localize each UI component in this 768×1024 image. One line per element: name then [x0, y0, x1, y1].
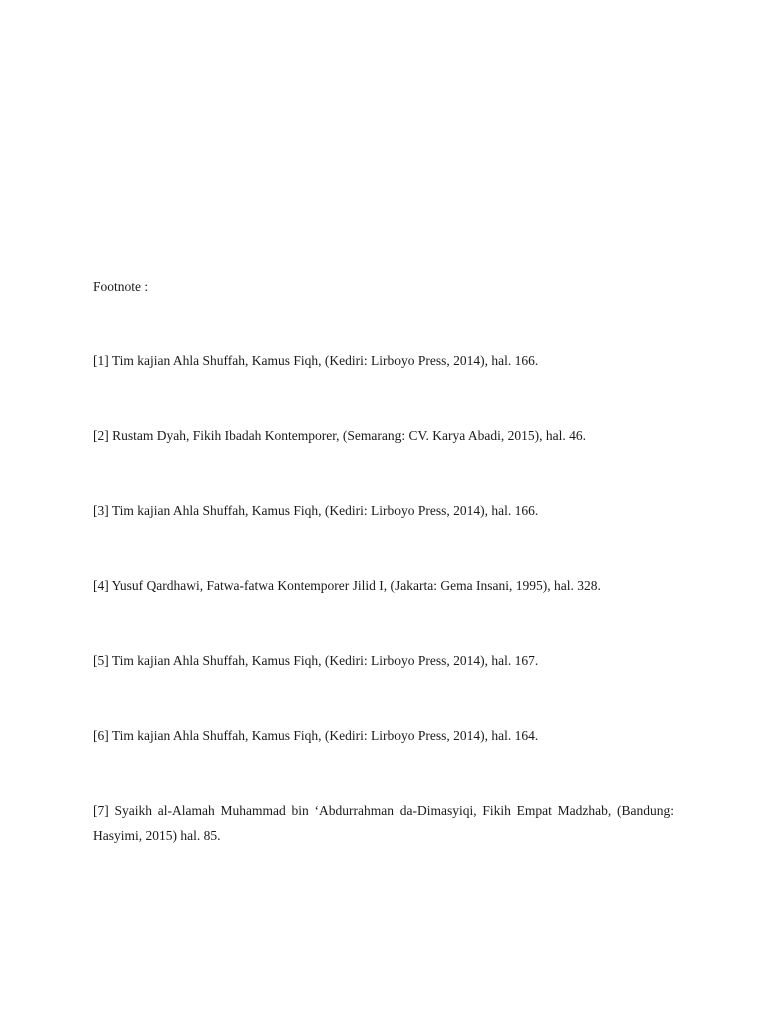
footnote-item: [6] Tim kajian Ahla Shuffah, Kamus Fiqh, (Kediri: Lirboyo Press, 2014), hal. 164.: [93, 728, 539, 743]
footnote-item: [2] Rustam Dyah, Fikih Ibadah Kontemporer, (Semarang: CV. Karya Abadi, 2015), hal. 46.: [93, 428, 586, 443]
footnote-item: [3] Tim kajian Ahla Shuffah, Kamus Fiqh, (Kediri: Lirboyo Press, 2014), hal. 166.: [93, 503, 539, 518]
footnote-item: [4] Yusuf Qardhawi, Fatwa-fatwa Kontemporer Jilid I, (Jakarta: Gema Insani, 1995), hal. 328.: [93, 578, 601, 593]
footnote-section: [93, 274, 674, 848]
footnote-item: [7] Syaikh al-Alamah Muhammad bin ‘Abdurrahman da-Dimasyiqi, Fikih Empat Madzhab, (Bandung: Hasyimi, 2015) hal. 85.: [93, 803, 674, 843]
footnote-item: [5] Tim kajian Ahla Shuffah, Kamus Fiqh, (Kediri: Lirboyo Press, 2014), hal. 167.: [93, 653, 539, 668]
footnote-item: [1] Tim kajian Ahla Shuffah, Kamus Fiqh, (Kediri: Lirboyo Press, 2014), hal. 166.: [93, 353, 539, 368]
footnote-heading: Footnote :: [93, 279, 149, 294]
footnote-list: [93, 348, 674, 848]
